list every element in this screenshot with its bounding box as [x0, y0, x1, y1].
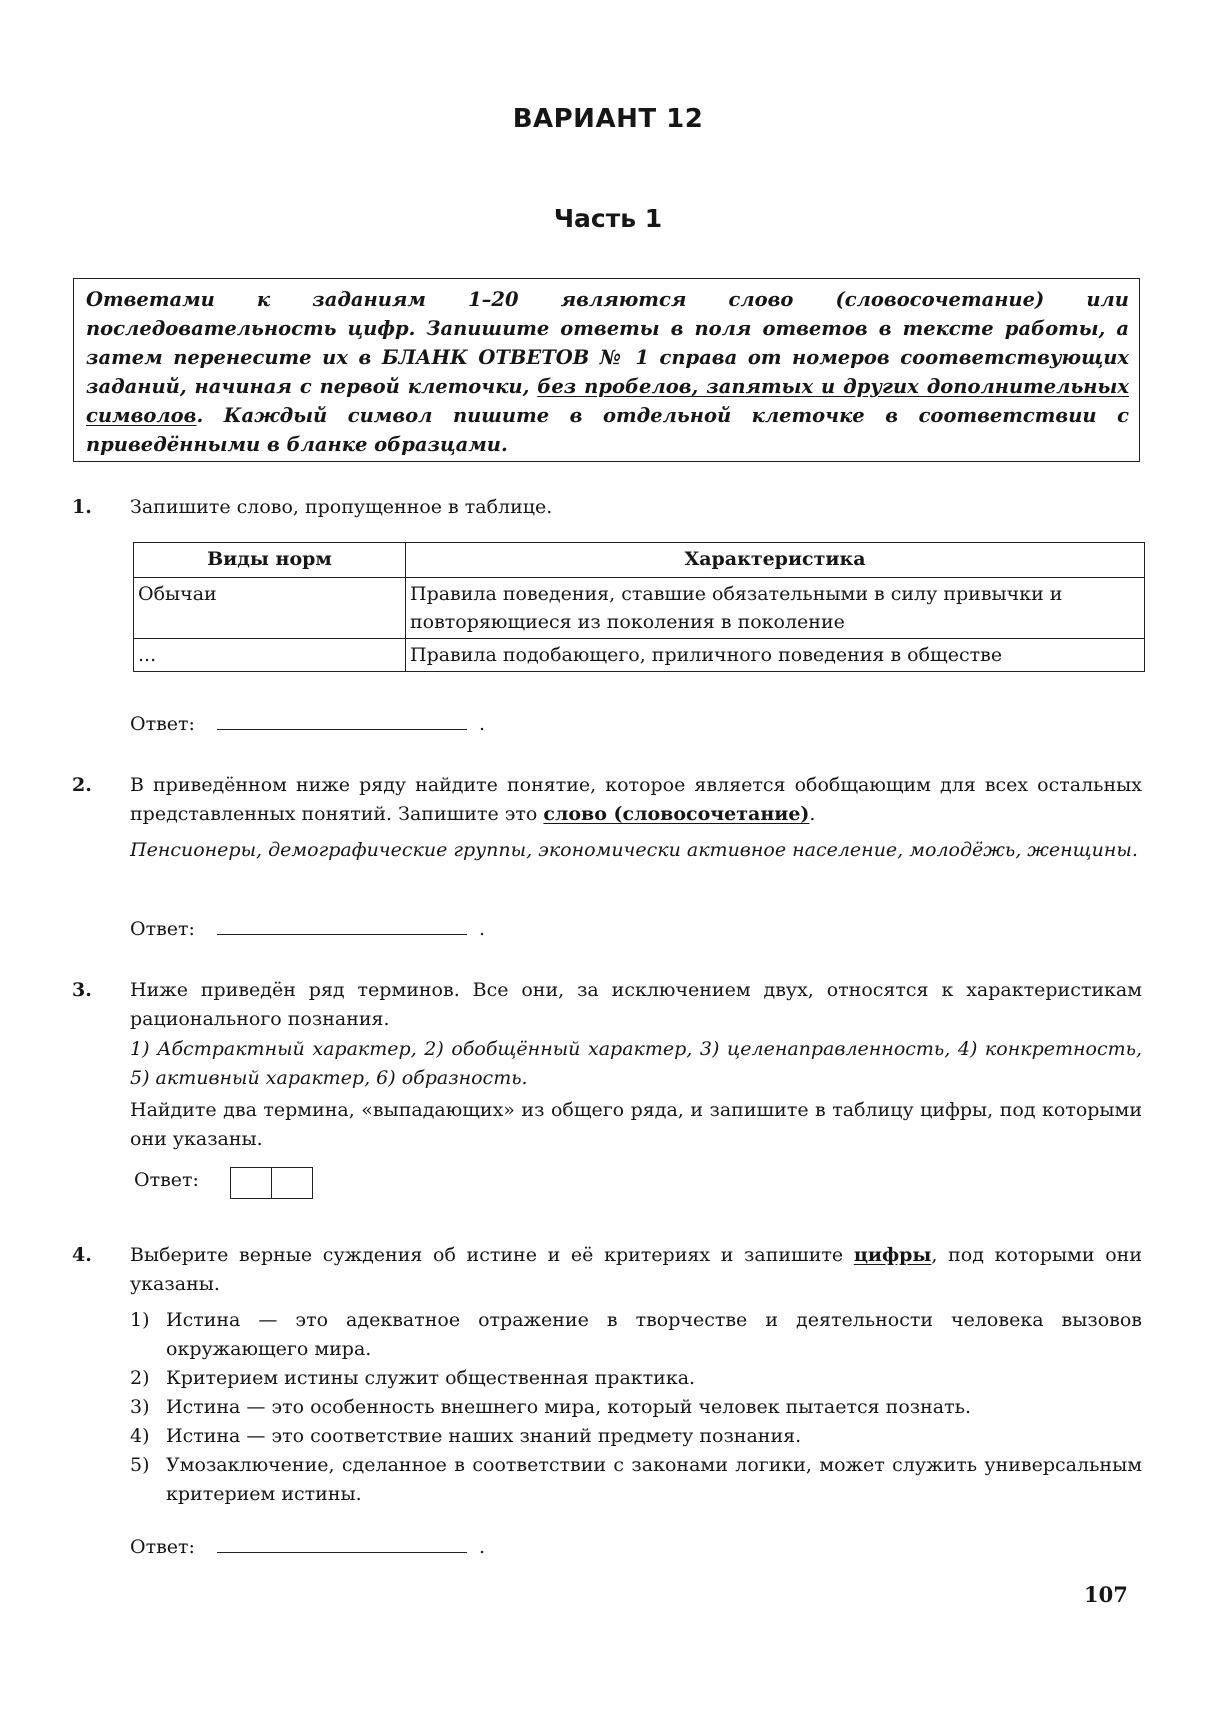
instruction-text-end: . Каждый символ пишите в отдельной клеточке в соответствии с приведёнными в бланке образцами. — [86, 404, 1129, 456]
task-3-number: 3. — [72, 979, 92, 1001]
task-4-prompt — [130, 1241, 1142, 1299]
answer-period: . — [478, 713, 485, 735]
option-number: 3) — [130, 1396, 150, 1418]
task-1-number: 1. — [72, 496, 92, 518]
option-number: 2) — [130, 1367, 150, 1389]
answer-field[interactable] — [217, 1532, 467, 1553]
instruction-underlined: без пробелов, запятых и других дополнительных символов — [86, 375, 1129, 427]
option-item — [130, 1422, 1142, 1451]
answer-period: . — [478, 918, 485, 940]
task-4-number: 4. — [72, 1244, 92, 1266]
option-text: Истина — это соответствие наших знаний предмету познания. — [166, 1425, 802, 1447]
answer-cell[interactable] — [231, 1168, 271, 1198]
task-4-prompt-end: , под которыми они указаны. — [130, 1244, 1142, 1295]
task-3-answer-label: Ответ: — [134, 1169, 199, 1191]
option-number: 4) — [130, 1425, 150, 1447]
task-2-prompt-start: В приведённом ниже ряду найдите понятие, которое является обобщающим для всех остальных представленных понятий. Запишите это — [130, 774, 1142, 825]
answer-label: Ответ: — [130, 713, 195, 735]
option-item — [130, 1306, 1142, 1364]
table-header-row — [134, 543, 1145, 578]
option-number: 5) — [130, 1454, 150, 1476]
task-4-options — [130, 1306, 1142, 1509]
table-cell: Обычаи — [134, 578, 406, 639]
task-2-prompt-end: . — [809, 803, 816, 825]
task-2-number: 2. — [72, 774, 92, 796]
table-row — [134, 578, 1145, 639]
task-3-answer-cells — [230, 1167, 313, 1199]
answer-field[interactable] — [217, 914, 467, 935]
option-item — [130, 1364, 1142, 1393]
page-number: 107 — [1084, 1582, 1128, 1607]
table-header-cell: Характеристика — [406, 543, 1145, 578]
task-3-prompt: Ниже приведён ряд терминов. Все они, за исключением двух, относятся к характеристикам рационального познания. — [130, 979, 1142, 1030]
variant-title: ВАРИАНТ 12 — [512, 104, 704, 134]
option-text: Умозаключение, сделанное в соответствии с законами логики, может служить универсальным критерием истины. — [166, 1454, 1142, 1505]
task-4-prompt-start: Выберите верные суждения об истине и её критериях и запишите — [130, 1244, 854, 1266]
table-cell: ... — [134, 639, 406, 672]
option-text: Истина — это адекватное отражение в творчестве и деятельности человека вызовов окружающего мира. — [166, 1309, 1142, 1360]
instruction-text-start: Ответами к заданиям 1–20 являются слово (словосочетание) или последовательность цифр. Запишите ответы в поля ответов в тексте работы, а затем перенесите их в БЛАНК ОТВЕТОВ № 1 справа от номеров соответствующих заданий, начиная с первой клеточки, — [86, 288, 1129, 398]
table-cell: Правила подобающего, приличного поведения в обществе — [406, 639, 1145, 672]
task-2-emphasis: слово (словосочетание) — [543, 803, 810, 825]
task-2-answer — [130, 914, 485, 943]
answer-label: Ответ: — [130, 918, 195, 940]
part-title: Часть 1 — [553, 204, 663, 233]
answer-cell[interactable] — [271, 1168, 312, 1198]
answer-field[interactable] — [217, 709, 467, 730]
table-row — [134, 639, 1145, 672]
task-4-answer — [130, 1532, 485, 1561]
option-text: Критерием истины служит общественная практика. — [166, 1367, 696, 1389]
option-number: 1) — [130, 1309, 150, 1331]
option-text: Истина — это особенность внешнего мира, который человек пытается познать. — [166, 1396, 972, 1418]
answer-label: Ответ: — [130, 1536, 195, 1558]
task-3-instruction: Найдите два термина, «выпадающих» из общего ряда, и запишите в таблицу цифры, под которыми они указаны. — [130, 1099, 1142, 1150]
task-2-series: Пенсионеры, демографические группы, экономически активное население, молодёжь, женщины. — [130, 839, 1138, 861]
task-3-terms: 1) Абстрактный характер, 2) обобщённый характер, 3) целенаправленность, 4) конкретность, 5) активный характер, 6) образность. — [130, 1038, 1142, 1089]
norms-table — [133, 542, 1145, 672]
task-2-prompt — [130, 771, 1142, 829]
option-item — [130, 1451, 1142, 1509]
task-4-emphasis: цифры — [853, 1244, 932, 1266]
instruction-text — [86, 285, 1129, 459]
task-1-answer — [130, 709, 485, 738]
instruction-box — [73, 278, 1140, 462]
option-item — [130, 1393, 1142, 1422]
table-header-cell: Виды норм — [134, 543, 406, 578]
task-1-prompt: Запишите слово, пропущенное в таблице. — [130, 496, 553, 518]
answer-period: . — [478, 1536, 485, 1558]
table-cell: Правила поведения, ставшие обязательными в силу привычки и повторяющиеся из поколения в поколение — [406, 578, 1145, 639]
